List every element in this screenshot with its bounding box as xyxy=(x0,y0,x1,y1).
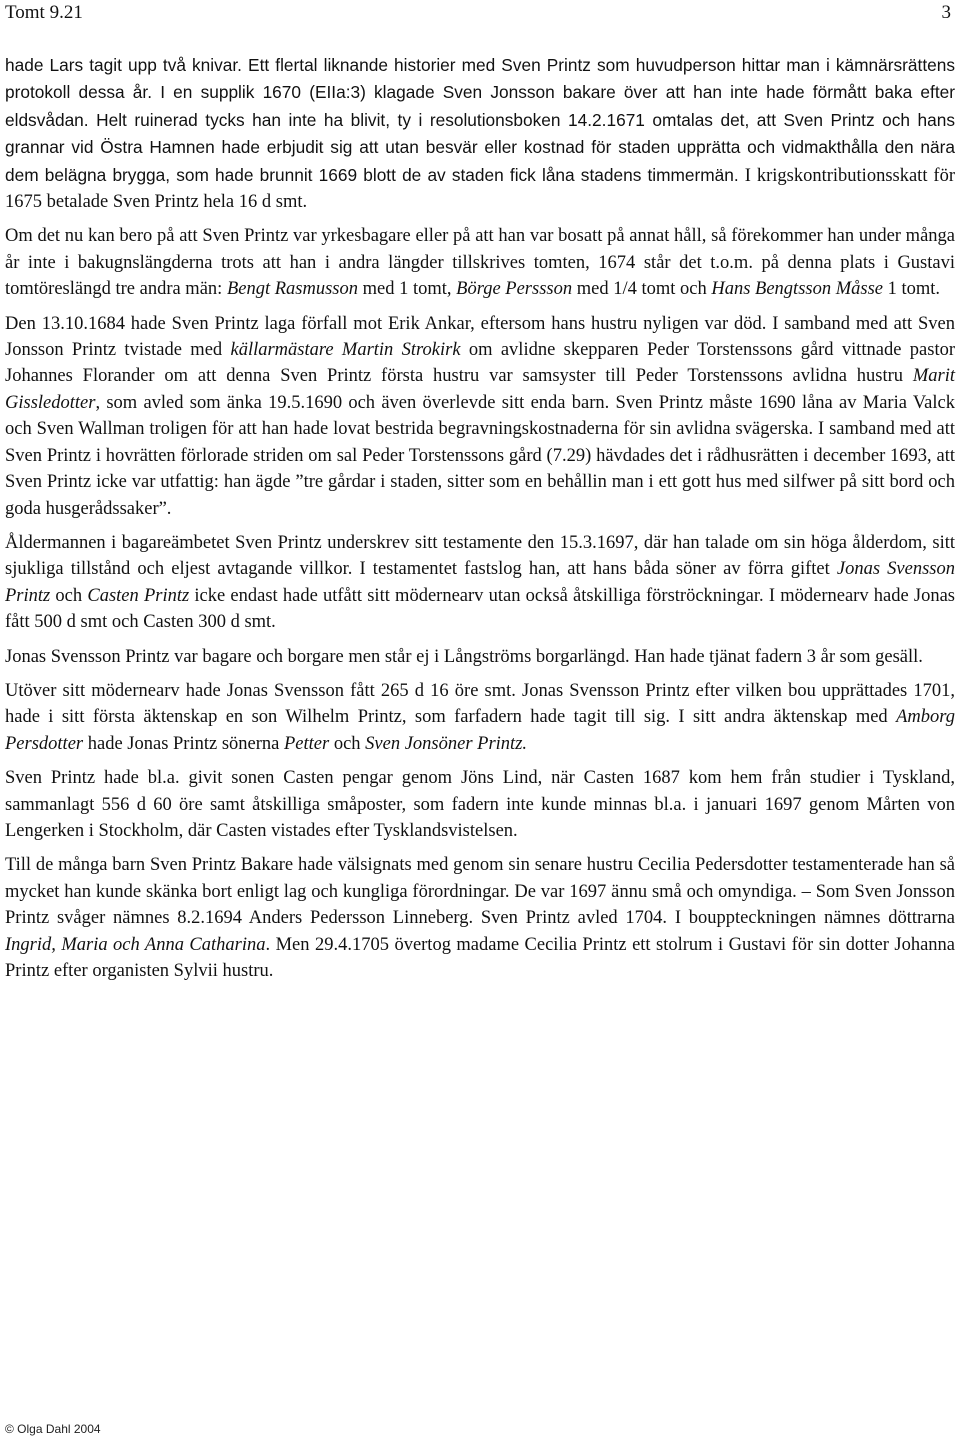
person-name: Amborg Persdotter xyxy=(5,707,955,754)
person-name: källarmästare Martin Strokirk xyxy=(230,340,461,361)
paragraph-6 xyxy=(5,678,955,757)
paragraph-7-text: Sven Printz hade bl.a. givit sonen Casten pengar genom Jöns Lind, när Casten 1687 kom hem från studier i Tyskland, sammanlagt 556 d 60 öre samt åtskilliga småposter, som fadern inte kunde minnas bl.a. i januari 1697 genom Mårten von Lengerken i Stockholm, där Casten vistades efter Tysklandsvistelsen. xyxy=(5,768,955,841)
page-header xyxy=(5,2,951,30)
paragraph-8 xyxy=(5,852,955,984)
paragraph-2-text-d: 1 tomt. xyxy=(883,279,941,300)
paragraph-6-text-a: Utöver sitt mödernearv hade Jonas Svensson fått 265 d 16 öre smt. Jonas Svensson Printz efter vilken bou upprättades 1701, hade i sitt första äktenskap en son Wilhelm Printz, som farfadern hade tagit till sig. I sitt andra äktenskap med xyxy=(5,680,955,728)
paragraph-4-text-a: Åldermannen i bagareämbetet Sven Printz underskrev sitt testamente den 15.3.1697, där han talade om sin höga ålderdom, sitt sjukliga tillstånd och eljest avtagande villkor. I testamentet fastslog han, att hans båda söner av förra giftet xyxy=(5,532,955,580)
person-name: Ingrid, Maria och Anna Catharina xyxy=(5,934,266,955)
paragraph-2 xyxy=(5,223,955,302)
paragraph-1 xyxy=(5,52,955,215)
paragraph-8-text-b: . Men 29.4.1705 övertog madame Cecilia Printz ett stolrum i Gustavi för sin dotter Johanna Printz efter organisten Sylvii hustru. xyxy=(5,934,955,981)
person-name: Bengt Rasmusson xyxy=(226,279,358,300)
paragraph-5 xyxy=(5,644,955,670)
person-name: Jonas Svensson Printz xyxy=(5,559,956,606)
paragraph-4 xyxy=(5,530,955,636)
paragraph-3 xyxy=(5,311,955,522)
person-name: Sven Jonsöner Printz. xyxy=(365,733,528,754)
paragraph-1-text-c: I krigskontributionsskatt för 1675 betalade Sven Printz hela 16 d smt. xyxy=(5,165,956,213)
paragraph-3-text-b: om avlidne skepparen Peder Torstenssons gård vittnade pastor Johannes Florander om att denna Sven Printz första hustru var samsyster till Peder Torstenssons avlidna hustru xyxy=(5,340,956,387)
person-name: Casten Printz xyxy=(87,585,190,606)
person-name: Börge Perssson xyxy=(456,279,573,300)
paragraph-2-text-b: med 1 tomt, xyxy=(357,279,457,300)
document-page xyxy=(5,0,955,1446)
paragraph-7 xyxy=(5,765,955,844)
paragraph-6-text-b: hade Jonas Printz sönerna xyxy=(83,733,284,754)
page-footer xyxy=(5,1422,101,1436)
paragraph-1-text-b: 1671 omtalas det, att Sven Printz och hans grannar vid Östra Hamnen hade erbjudit sig att utan besvär eller kostnad för staden upprätta och vidmakthålla den nära dem belägna brygga, som hade brunnit 1669 blott de av staden fick låna stadens timmermän. xyxy=(5,109,955,185)
person-name: Petter xyxy=(284,733,330,754)
page-number: 3 xyxy=(941,2,951,23)
paragraph-8-text-a: Till de många barn Sven Printz Bakare hade välsignats med genom sin senare hustru Cecilia Pedersdotter testamenterade han så mycket han kunde skänka bort enligt lag och kungliga förordningar. De var 1697 ännu små och omyndiga. – Som Sven Jonsson Printz svåger nämnes 8.2.1694 Anders Pedersson Linneberg. Sven Printz avled 1704. I bouppteckningen nämnes döttrarna xyxy=(5,855,955,929)
paragraph-4-text-c: icke endast hade utfått sitt mödernearv utan också åtskilliga förströckningar. I mödernearv hade Jonas fått 500 d smt och Casten 300 d smt. xyxy=(5,585,956,633)
paragraph-2-text-c: med 1/4 tomt och xyxy=(572,279,712,300)
paragraph-6-text-c: och xyxy=(329,733,366,754)
paragraph-1-text-a: hade Lars tagit upp två knivar. Ett flertal liknande historier med Sven Printz som huvudperson hittar man i kämnärsrättens protokoll dessa år. I en supplik 1670 (EIIa:3) klagade Sven Jonsson bakare över att han inte hade förmått baka efter eldsvådan. Helt ruinerad tycks han inte ha blivit, ty i resolutionsboken 14.2. xyxy=(5,55,955,130)
person-name: Marit Gissledotter xyxy=(5,366,955,413)
paragraph-3-text-a: Den 13.10.1684 hade Sven Printz laga förfall mot Erik Ankar, eftersom hans hustru nyligen var död. I samband med att Sven Jonsson Printz tvistade med xyxy=(5,313,955,361)
person-name: Hans Bengtsson Måsse xyxy=(711,279,883,300)
paragraph-3-text-c: , som avled som änka 19.5.1690 och även överlevde sitt enda barn. Sven Printz måste 1690 låna av Maria Valck och Sven Wallman troligen för att han hade lovat bestrida begravningskostnaderna för sin avlidna svägerska. I samband med att Sven Printz i hovrätten förlorade striden om sal Peder Torstenssons gård (7.29) hävdades det i rådhusrätten i december 1693, att Sven Printz icke var utfattig: han ägde ”tre gårdar i staden, sitter som en behållin man i ett gott hus med silfwer på sitt bord och goda husgerådssaker”. xyxy=(5,392,955,519)
document-body xyxy=(5,52,955,992)
paragraph-5-text: Jonas Svensson Printz var bagare och borgare men står ej i Långströms borgarlängd. Han hade tjänat fadern 3 år som gesäll. xyxy=(5,646,923,667)
paragraph-4-text-b: och xyxy=(50,585,88,606)
page-title: Tomt 9.21 xyxy=(5,2,83,23)
copyright-notice: © Olga Dahl 2004 xyxy=(5,1422,101,1436)
paragraph-2-text-a: Om det nu kan bero på att Sven Printz var yrkesbagare eller på att han var bosatt på annat håll, så förekommer han under många år inte i bakugnslängderna trots att han i andra längder tillskrives tomten, 1674 står det t.o.m. på denna plats i Gustavi tomtöreslängd tre andra män: xyxy=(5,226,955,300)
